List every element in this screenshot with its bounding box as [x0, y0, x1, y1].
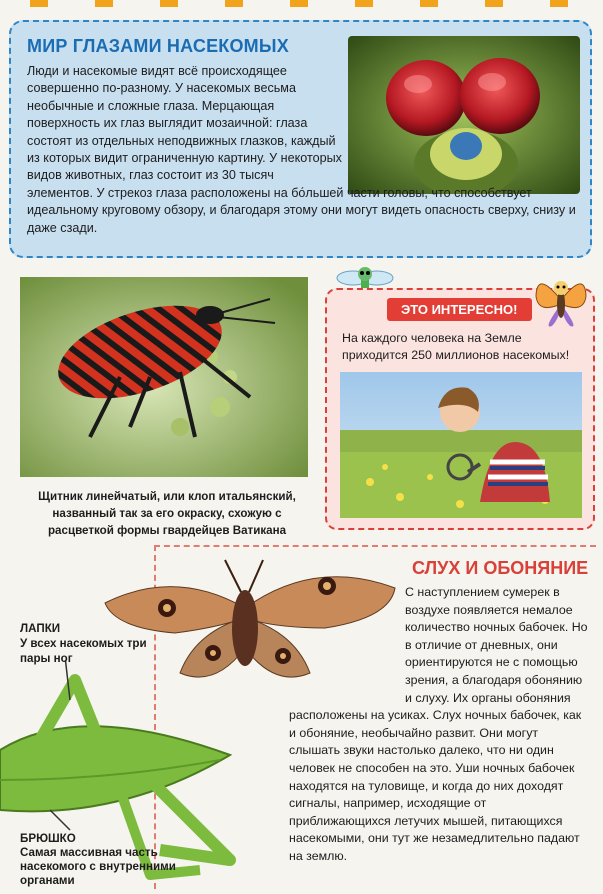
- boy-with-magnifier-photo: [340, 372, 582, 518]
- bug-photo-caption: Щитник линейчатый, или клоп итальянский, названный так за его окраску, схожую с расцветкой формы гвардейцев Ватикана: [38, 490, 296, 537]
- eyes-section-title: МИР ГЛАЗАМИ НАСЕКОМЫХ: [27, 36, 289, 56]
- interesting-fact-text: На каждого человека на Земле приходится 250 миллионов насекомых!: [342, 331, 570, 362]
- eyes-section: [9, 20, 592, 258]
- hearing-section-title: СЛУХ И ОБОНЯНИЕ: [412, 558, 589, 578]
- striped-bug-photo: [20, 277, 308, 477]
- butterfly-icon: [532, 270, 590, 332]
- interesting-badge: ЭТО ИНТЕРЕСНО!: [387, 298, 532, 321]
- legs-label: ЛАПКИ У всех насекомых три пары ног: [20, 622, 147, 665]
- top-decor-stripe: [0, 0, 603, 12]
- belly-label: БРЮШКО Самая массивная часть насекомого с внутренними органами: [20, 832, 176, 887]
- hearing-section-text: С наступлением сумерек в воздухе появляется немалое количество ночных бабочек. Но в отличие от дневных, они ориентируются не с помощью зрения, а благодаря обонянию и слуху. Их органы обоняния расположены на усиках. Слух ночных бабочек, как и обоняние, необычайно развит. Они могут слышать звуки настолько далеко, что ни один человек не способен на это. Уши ночных бабочек находятся на туловище, и когда до них доходят сигналы, например, исходящие от приближающихся летучих мышей, питающихся насекомыми, они тут же незамедлительно падают на землю.: [289, 585, 588, 863]
- eyes-section-text: Люди и насекомые видят всё происходящее совершенно по-разному. У насекомых весьма необычные и сложные глаза. Мерцающая поверхность их глаз выглядит мозаичной: глаза состоят из отдельных неподвижных глазков, каждый из которых видит ограниченную картину. У некоторых видов животных, глаз состоит из 30 тысяч элементов. У стрекоз глаза расположены на бо́льшей части головы, что способствует идеальному круговому обзору, и благодаря этому они могут видеть опасность сверху, снизу и даже сзади.: [27, 64, 576, 235]
